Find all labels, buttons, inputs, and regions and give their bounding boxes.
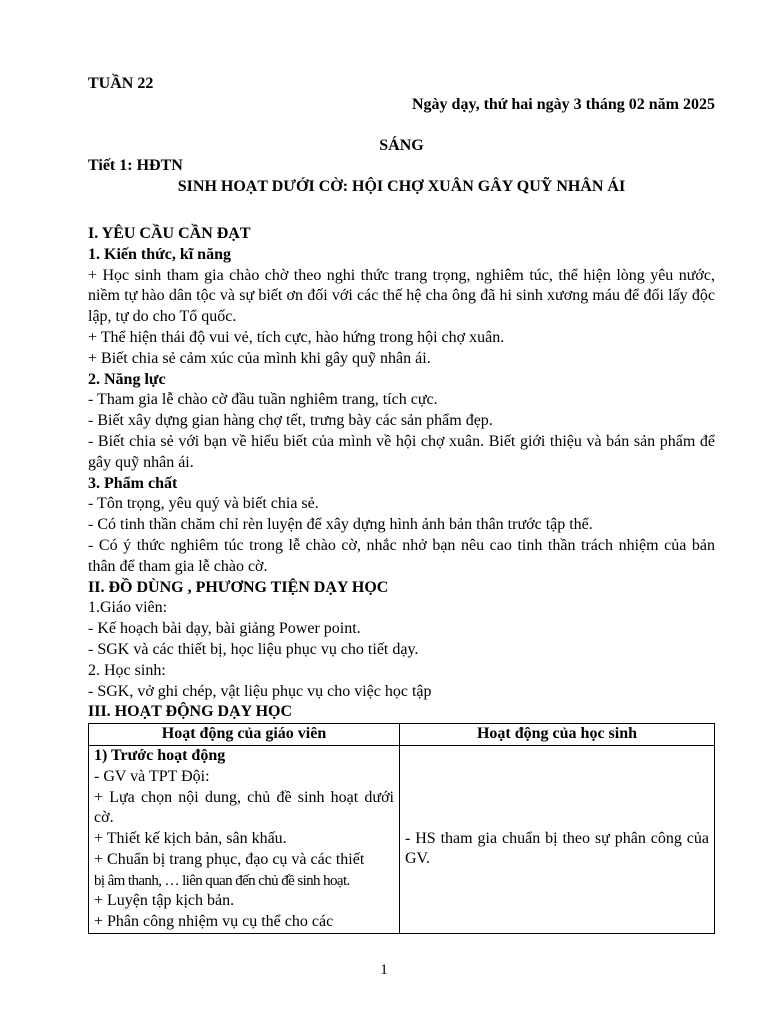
table-header-row (89, 724, 715, 746)
activities-table (88, 723, 715, 934)
competence-line: - Biết xây dựng gian hàng chợ tết, trưng bày các sản phẩm đẹp. (88, 412, 493, 430)
knowledge-line: + Học sinh tham gia chào chờ theo nghi thức trang trọng, nghiêm túc, thể hiện lòng yêu nước, niềm tự hào dân tộc và sự biết ơn đối với các thế hệ cha ông đã hi sinh xương máu để đổi lấy độc lập, tự do cho Tổ quốc. (88, 266, 715, 326)
section-heading-activities: III. HOẠT ĐỘNG DẠY HỌC (88, 703, 293, 721)
document-page (88, 74, 715, 934)
activity-line: bị âm thanh, … liên quan đến chủ đề sinh hoạt. (94, 872, 350, 889)
lesson-title: SINH HOẠT DƯỚI CỜ: HỘI CHỢ XUÂN GÂY QUỸ NHÂN ÁI (177, 178, 626, 196)
lesson-label: Tiết 1: HĐTN (88, 157, 183, 175)
section-heading-requirements: I. YÊU CẦU CẦN ĐẠT (88, 224, 251, 242)
knowledge-line: + Thể hiện thái độ vui vẻ, tích cực, hào hứng trong hội chợ xuân. (88, 328, 505, 346)
student-activity-cell (400, 745, 715, 933)
activity-line: - GV và TPT Đội: (94, 767, 210, 785)
qualities-line: - Có tinh thần chăm chỉ rèn luyện để xây dựng hình ảnh bản thân trước tập thể. (88, 516, 593, 534)
competence-line: - Tham gia lễ chào cờ đầu tuần nghiêm trang, tích cực. (88, 391, 438, 409)
activity-line: + Lựa chọn nội dung, chủ đề sinh hoạt dưới cờ. (94, 788, 394, 827)
table-row (89, 745, 715, 933)
activity-line: + Thiết kế kịch bản, sân khấu. (94, 830, 287, 848)
session-label: SÁNG (379, 136, 424, 154)
week-label: TUẦN 22 (88, 75, 154, 92)
teacher-activity-cell (89, 745, 400, 933)
subheading-knowledge: 1. Kiến thức, kĩ năng (88, 245, 231, 263)
qualities-line: - Có ý thức nghiêm túc trong lễ chào cờ, nhắc nhở bạn nêu cao tinh thần trách nhiệm của bản thân để tham gia lễ chào cờ. (88, 536, 715, 575)
page-number: 1 (380, 962, 388, 978)
activity-line: + Luyện tập kịch bản. (94, 892, 235, 910)
column-header-student: Hoạt động của học sinh (400, 724, 715, 746)
subheading-qualities: 3. Phẩm chất (88, 474, 178, 492)
knowledge-line: + Biết chia sẻ cảm xúc của mình khi gây quỹ nhân ái. (88, 349, 431, 367)
competence-line: - Biết chia sẻ với bạn về hiểu biết của mình về hội chợ xuân. Biết giới thiệu và bán sản phẩm để gây quỹ nhân ái. (88, 432, 715, 471)
subheading-competence: 2. Năng lực (88, 370, 166, 388)
qualities-line: - Tôn trọng, yêu quý và biết chia sẻ. (88, 495, 319, 513)
student-materials-label: 2. Học sinh: (88, 661, 166, 679)
spacer (88, 116, 715, 136)
student-activity-text: - HS tham gia chuẩn bị theo sự phân công của GV. (405, 829, 709, 868)
student-materials-line: - SGK, vở ghi chép, vật liệu phục vụ cho việc học tập (88, 682, 432, 700)
teacher-materials-line: - Kế hoạch bài dạy, bài giảng Power point. (88, 620, 361, 638)
section-heading-materials: II. ĐỒ DÙNG , PHƯƠNG TIỆN DẠY HỌC (88, 578, 389, 596)
column-header-teacher: Hoạt động của giáo viên (89, 724, 400, 746)
spacer (88, 198, 715, 218)
activity-line: + Phân công nhiệm vụ cụ thể cho các (94, 913, 334, 931)
teaching-date: Ngày dạy, thứ hai ngày 3 tháng 02 năm 2025 (412, 95, 715, 113)
teacher-materials-label: 1.Giáo viên: (88, 599, 168, 617)
teacher-materials-line: - SGK và các thiết bị, học liệu phục vụ cho tiết dạy. (88, 640, 419, 658)
activity-line: + Chuẩn bị trang phục, đạo cụ và các thiết (94, 850, 365, 868)
activity-heading: 1) Trước hoạt động (94, 746, 226, 764)
